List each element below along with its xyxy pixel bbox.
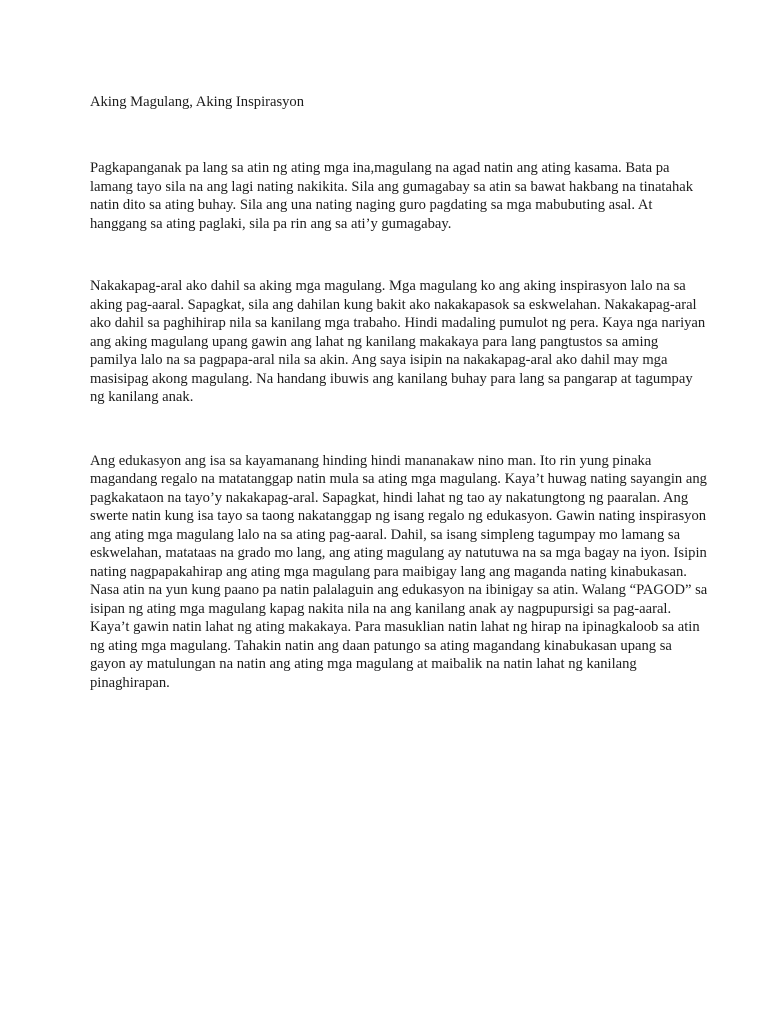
paragraph-3: Ang edukasyon ang isa sa kayamanang hinding hindi mananakaw nino man. Ito rin yung pinaka magandang regalo na matatanggap natin mula sa ating mga magulang. Kaya’t huwag nating sayangin ang pagkakataon na tayo’y nakakapag-aral. Sapagkat, hindi lahat ng tao ay nakatungtong ng paaralan. Ang swerte natin kung isa tayo sa taong nakatanggap ng isang regalo ng edukasyon. Gawin nating inspirasyon ang ating mga magulang lalo na sa ating pag-aaral. Dahil, sa isang simpleng tagumpay mo lamang sa eskwelahan, matataas na grado mo lang, ang ating magulang ay natutuwa na sa mga bagay na iyon. Isipin nating nagpapakahirap ang ating mga magulang para maibigay lang ang maganda nating kinabukasan. Nasa atin na yun kung paano pa natin palalaguin ang edukasyon na ibinigay sa atin. Walang “PAGOD” sa isipan ng ating mga magulang kapag nakita nila na ang kanilang anak ay nagpupursigi sa pag-aaral. Kaya’t gawin natin lahat ng ating makakaya. Para masuklian natin lahat ng hirap na ipinagkaloob sa atin ng ating mga magulang. Tahakin natin ang daan patungo sa ating magandang kinabukasan upang sa gayon ay matulungan na natin ang ating mga magulang at maibalik na natin lahat ng kanilang pinaghirapan. (90, 452, 708, 691)
paragraph-2: Nakakapag-aral ako dahil sa aking mga magulang. Mga magulang ko ang aking inspirasyon lalo na sa aking pag-aaral. Sapagkat, sila ang dahilan kung bakit ako nakakapasok sa eskwelahan. Nakakapag-aral ako dahil sa paghihirap nila sa kanilang mga trabaho. Hindi madaling pumulot ng pera. Kaya nga nariyan ang aking magulang upang gawin ang lahat ng kanilang makakaya para lang pangtustos sa aming pamilya lalo na sa pagpapa-aral nila sa akin. Ang saya isipin na nakakapag-aral ako dahil may mga masisipag akong magulang. Na handang ibuwis ang kanilang buhay para lang sa pangarap at tagumpay ng kanilang anak. (90, 278, 706, 405)
document-title: Aking Magulang, Aking Inspirasyon (90, 94, 305, 110)
document-page (90, 92, 708, 692)
paragraph-1: Pagkapanganak pa lang sa atin ng ating mga ina,magulang na agad natin ang ating kasama. Bata pa lamang tayo sila na ang lagi nating nakikita. Sila ang gumagabay sa atin sa bawat hakbang na tinatahak natin dito sa ating buhay. Sila ang una nating naging guro pagdating sa mga mabubuting asal. At hanggang sa ating paglaki, sila pa rin ang sa ati’y gumagabay. (90, 160, 694, 232)
